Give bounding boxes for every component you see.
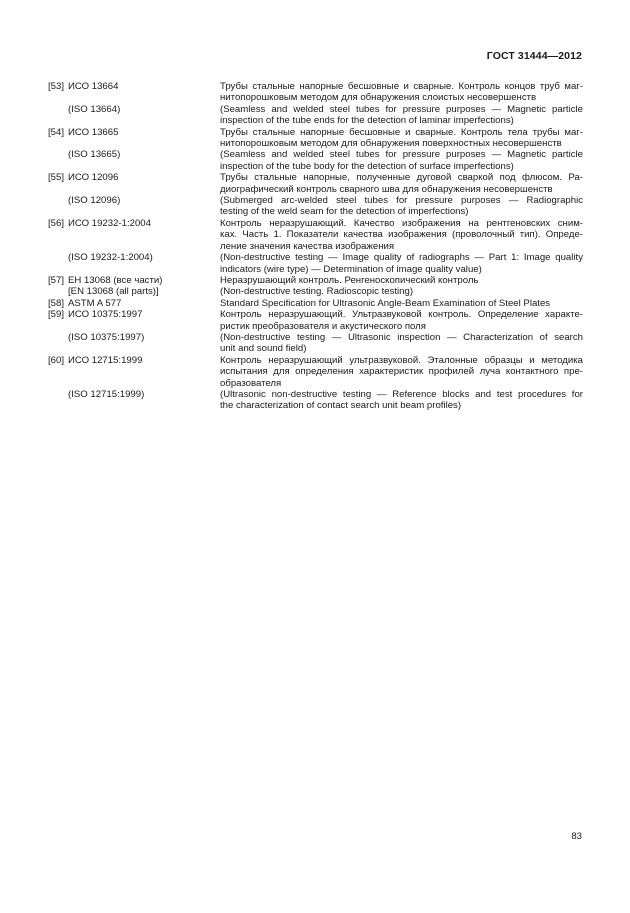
reference-entry	[48, 275, 583, 286]
standard-code: ИСО 13665	[68, 126, 119, 138]
title-line: Трубы стальные напорные бесшовные и сварные. Контроль тела трубы маг-	[220, 126, 583, 138]
title-line: unit and sound field)	[220, 343, 307, 355]
title-line: ристик преобразователя и акустического поля	[220, 320, 426, 332]
standard-title	[220, 309, 583, 332]
standard-title	[220, 172, 583, 195]
reference-entry	[48, 195, 583, 218]
reference-list	[48, 81, 583, 412]
reference-entry	[48, 389, 583, 412]
reference-designation	[48, 252, 220, 275]
reference-entry	[48, 172, 583, 195]
title-line: (Seamless and welded steel tubes for pressure purposes — Magnetic particle	[220, 103, 583, 115]
standard-title	[220, 127, 583, 150]
reference-designation	[48, 104, 220, 127]
title-line: (Submerged arc-welded steel tubes for pressure purposes — Radiographic	[220, 195, 583, 207]
standard-code: (ISO 10375:1997)	[68, 331, 145, 343]
reference-entry	[48, 218, 583, 252]
standard-code: ИСО 12096	[68, 172, 119, 184]
standard-code: (ISO 13665)	[68, 149, 121, 161]
title-line: Контроль неразрушающий. Ультразвуковой контроль. Определение характе-	[220, 309, 583, 321]
reference-number: [59]	[48, 309, 65, 321]
reference-designation	[48, 286, 220, 297]
reference-entry	[48, 309, 583, 332]
title-line: inspection of the tube body for the detection of surface imperfections)	[220, 160, 514, 172]
title-line: нитопорошковым методом для обнаружения поверхностных несовершенств	[220, 138, 562, 150]
standard-title	[220, 298, 583, 309]
standard-title	[220, 252, 583, 275]
standard-code: ИСО 19232-1:2004	[68, 217, 151, 229]
reference-number: [53]	[48, 81, 65, 92]
title-line: Трубы стальные напорные, полученные дуговой сваркой под флюсом. Ра-	[220, 172, 583, 184]
reference-entry	[48, 149, 583, 172]
title-line: inspection of the tube ends for the detection of laminar imperfections)	[220, 115, 514, 127]
reference-designation	[48, 389, 220, 412]
title-line: образователя	[220, 377, 282, 389]
standard-code: ИСО 12715:1999	[68, 354, 143, 366]
reference-designation	[48, 218, 220, 252]
standard-code: (ISO 13664)	[68, 103, 121, 115]
standard-code: ASTM A 577	[68, 297, 122, 309]
reference-number: [54]	[48, 126, 65, 138]
document-code: ГОСТ 31444—2012	[486, 50, 582, 62]
standard-code: ИСО 10375:1997	[68, 309, 143, 321]
standard-title	[220, 149, 583, 172]
reference-designation	[48, 332, 220, 355]
reference-designation	[48, 127, 220, 150]
standard-code: (ISO 19232-1:2004)	[68, 252, 153, 264]
title-line: диографический контроль сварного шва для обнаружения несовершенств	[220, 183, 553, 195]
title-line: testing of the weld seam for the detection of imperfections)	[220, 206, 469, 218]
standard-title	[220, 275, 583, 286]
reference-number: [58]	[48, 297, 65, 309]
reference-designation	[48, 195, 220, 218]
reference-entry	[48, 127, 583, 150]
standard-title	[220, 218, 583, 252]
reference-entry	[48, 298, 583, 309]
title-line: Standard Specification for Ultrasonic Angle-Beam Examination of Steel Plates	[220, 297, 551, 309]
title-line: испытания для определения характеристик профилей луча контактного пре-	[220, 366, 583, 378]
reference-entry	[48, 286, 583, 297]
standard-code: ЕН 13068 (все части)	[68, 274, 163, 286]
title-line: Трубы стальные напорные бесшовные и сварные. Контроль концов труб маг-	[220, 81, 583, 92]
reference-number: [57]	[48, 274, 65, 286]
reference-designation	[48, 309, 220, 332]
reference-entry	[48, 81, 583, 104]
standard-title	[220, 286, 583, 297]
standard-title	[220, 81, 583, 104]
reference-designation	[48, 172, 220, 195]
reference-number: [56]	[48, 217, 65, 229]
standard-title	[220, 195, 583, 218]
reference-number: [55]	[48, 172, 65, 184]
standard-code: (ISO 12715:1999)	[68, 388, 145, 400]
title-line: (Non-destructive testing — Ultrasonic inspection — Characterization of search	[220, 331, 583, 343]
page-number: 83	[571, 831, 582, 842]
title-line: ление значения качества изображения	[220, 240, 395, 252]
reference-designation	[48, 81, 220, 104]
reference-entry	[48, 252, 583, 275]
title-line: indicators (wire type) — Determination of image quality value)	[220, 263, 482, 275]
title-line: нитопорошковым методом для обнаружения слоистых несовершенств	[220, 92, 537, 104]
title-line: Контроль неразрушающий ультразвуковой. Эталонные образцы и методика	[220, 354, 583, 366]
reference-number: [60]	[48, 354, 65, 366]
reference-designation	[48, 275, 220, 286]
reference-designation	[48, 149, 220, 172]
title-line: the characterization of contact search unit beam profiles)	[220, 400, 462, 412]
title-line: (Non-destructive testing — Image quality of radiographs — Part 1: Image quality	[220, 252, 583, 264]
title-line: Неразрушающий контроль. Ренгеноскопический контроль	[220, 274, 479, 286]
standard-title	[220, 389, 583, 412]
reference-entry	[48, 355, 583, 389]
title-line: Контроль неразрушающий. Качество изображения на рентгеновских сним-	[220, 217, 583, 229]
standard-title	[220, 355, 583, 389]
standard-code: ИСО 13664	[68, 81, 119, 92]
standard-title	[220, 332, 583, 355]
title-line: (Ultrasonic non-destructive testing — Reference blocks and test procedures for	[220, 388, 583, 400]
title-line: (Non-destructive testing. Radioscopic testing)	[220, 286, 414, 298]
standard-code: (ISO 12096)	[68, 195, 121, 207]
reference-entry	[48, 332, 583, 355]
reference-designation	[48, 355, 220, 389]
title-line: (Seamless and welded steel tubes for pressure purposes — Magnetic particle	[220, 149, 583, 161]
title-line: ках. Часть 1. Показатели качества изображения (проволочный тип). Опреде-	[220, 229, 583, 241]
standard-code: [EN 13068 (all parts)]	[68, 286, 159, 298]
standard-title	[220, 104, 583, 127]
reference-designation	[48, 298, 220, 309]
reference-entry	[48, 104, 583, 127]
